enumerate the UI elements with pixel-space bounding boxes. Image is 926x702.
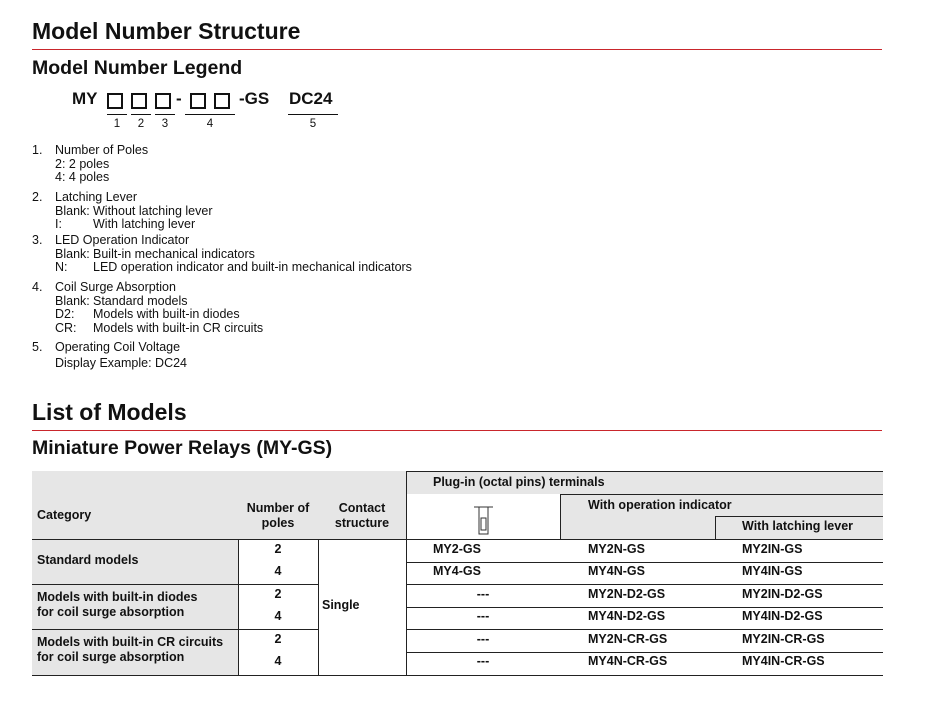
description-number: 4. xyxy=(32,280,43,294)
description-number: 1. xyxy=(32,143,43,157)
legend-number-4: 4 xyxy=(206,118,214,130)
category-diodes: Models with built-in diodes for coil surge absorption xyxy=(37,590,198,619)
model-latching: MY4IN-GS xyxy=(742,564,803,578)
description-row: Blank: Without latching lever xyxy=(55,203,213,218)
legend-box-2 xyxy=(131,93,147,109)
model-plugin: MY2-GS xyxy=(433,542,481,556)
page-title: Model Number Structure xyxy=(32,18,301,44)
legend-underline-5 xyxy=(288,114,338,115)
legend-suffix: -GS xyxy=(239,89,270,108)
model-indicator: MY4N-D2-GS xyxy=(588,609,666,623)
header-with-latching-lever: With latching lever xyxy=(742,519,854,533)
grid-line xyxy=(406,562,883,563)
description-row: Blank: Standard models xyxy=(55,293,188,308)
description-number: 2. xyxy=(32,190,43,204)
model-plugin: --- xyxy=(476,609,490,623)
grid-line xyxy=(715,516,883,517)
legend-box-4b xyxy=(214,93,230,109)
model-latching: MY4IN-CR-GS xyxy=(742,654,825,668)
description-row: 2: 2 poles xyxy=(55,156,110,171)
description-title: Number of Poles xyxy=(55,143,149,157)
grid-line xyxy=(560,494,883,495)
grid-line xyxy=(32,584,318,585)
model-indicator: MY2N-D2-GS xyxy=(588,587,666,601)
title-rule xyxy=(32,49,882,50)
model-indicator: MY2N-CR-GS xyxy=(588,632,668,646)
poles-value: 2 xyxy=(274,542,282,556)
model-indicator: MY2N-GS xyxy=(588,542,645,556)
legend-number-1: 1 xyxy=(113,118,121,130)
grid-line xyxy=(32,629,318,630)
grid-line xyxy=(32,539,883,540)
category-standard: Standard models xyxy=(37,553,139,567)
description-title: Operating Coil Voltage xyxy=(55,340,181,354)
legend-underline-4 xyxy=(185,114,235,115)
legend-heading: Model Number Legend xyxy=(32,57,243,79)
grid-line xyxy=(406,652,883,653)
plugin-terminal-icon xyxy=(469,498,499,536)
grid-line xyxy=(406,607,883,608)
description-row: 4: 4 poles xyxy=(55,170,110,184)
model-number-legend xyxy=(72,89,372,139)
poles-value: 4 xyxy=(274,609,282,623)
contact-single: Single xyxy=(322,598,360,612)
model-latching: MY2IN-D2-GS xyxy=(742,587,823,601)
grid-line xyxy=(406,584,883,585)
poles-value: 4 xyxy=(274,654,282,668)
model-latching: MY4IN-D2-GS xyxy=(742,609,823,623)
legend-box-1 xyxy=(107,93,123,109)
legend-prefix: MY xyxy=(72,89,98,108)
legend-dash: - xyxy=(176,89,182,108)
description-row: Display Example: DC24 xyxy=(55,356,187,370)
description-row: N: LED operation indicator and built-in mechanical indicators xyxy=(55,260,412,274)
description-number: 5. xyxy=(32,340,43,354)
list-of-models-heading: List of Models xyxy=(32,399,187,425)
description-title: Latching Lever xyxy=(55,190,138,204)
model-indicator: MY4N-CR-GS xyxy=(588,654,668,668)
list-rule xyxy=(32,430,882,431)
header-contact-structure: Contact structure xyxy=(334,501,390,530)
description-number: 3. xyxy=(32,233,43,247)
legend-underline-2 xyxy=(131,114,151,115)
grid-line xyxy=(238,539,239,675)
legend-voltage: DC24 xyxy=(289,89,333,108)
legend-number-2: 2 xyxy=(137,118,145,130)
legend-number-3: 3 xyxy=(161,118,169,130)
legend-box-3 xyxy=(155,93,171,109)
model-plugin: MY4-GS xyxy=(433,564,481,578)
description-title: LED Operation Indicator xyxy=(55,233,190,247)
header-with-operation-indicator: With operation indicator xyxy=(588,498,732,512)
poles-value: 2 xyxy=(274,587,282,601)
description-row: Blank: Built-in mechanical indicators xyxy=(55,246,255,261)
model-latching: MY2IN-CR-GS xyxy=(742,632,825,646)
poles-value: 4 xyxy=(274,564,282,578)
legend-underline-3 xyxy=(155,114,175,115)
legend-underline-1 xyxy=(107,114,127,115)
grid-line xyxy=(318,539,319,675)
model-latching: MY2IN-GS xyxy=(742,542,803,556)
description-row: I: With latching lever xyxy=(55,217,196,231)
header-number-of-poles: Number of poles xyxy=(246,501,310,530)
model-plugin: --- xyxy=(476,654,490,668)
category-cr-circuits: Models with built-in CR circuits for coil surge absorption xyxy=(37,635,224,664)
header-category: Category xyxy=(37,508,92,522)
model-indicator: MY4N-GS xyxy=(588,564,645,578)
grid-line xyxy=(406,471,407,675)
model-plugin: --- xyxy=(476,587,490,601)
grid-line xyxy=(32,675,883,676)
models-table xyxy=(32,471,883,676)
legend-box-4a xyxy=(190,93,206,109)
grid-line xyxy=(406,629,883,630)
series-heading: Miniature Power Relays (MY-GS) xyxy=(32,437,333,459)
description-row: CR: Models with built-in CR circuits xyxy=(55,320,264,335)
grid-line xyxy=(715,516,716,539)
grid-line xyxy=(406,471,883,472)
description-row: D2: Models with built-in diodes xyxy=(55,307,240,321)
grid-line xyxy=(560,494,561,539)
model-plugin: --- xyxy=(476,632,490,646)
poles-value: 2 xyxy=(274,632,282,646)
description-title: Coil Surge Absorption xyxy=(55,280,176,294)
legend-number-5: 5 xyxy=(309,118,317,130)
header-plugin-terminals: Plug-in (octal pins) terminals xyxy=(433,475,605,489)
